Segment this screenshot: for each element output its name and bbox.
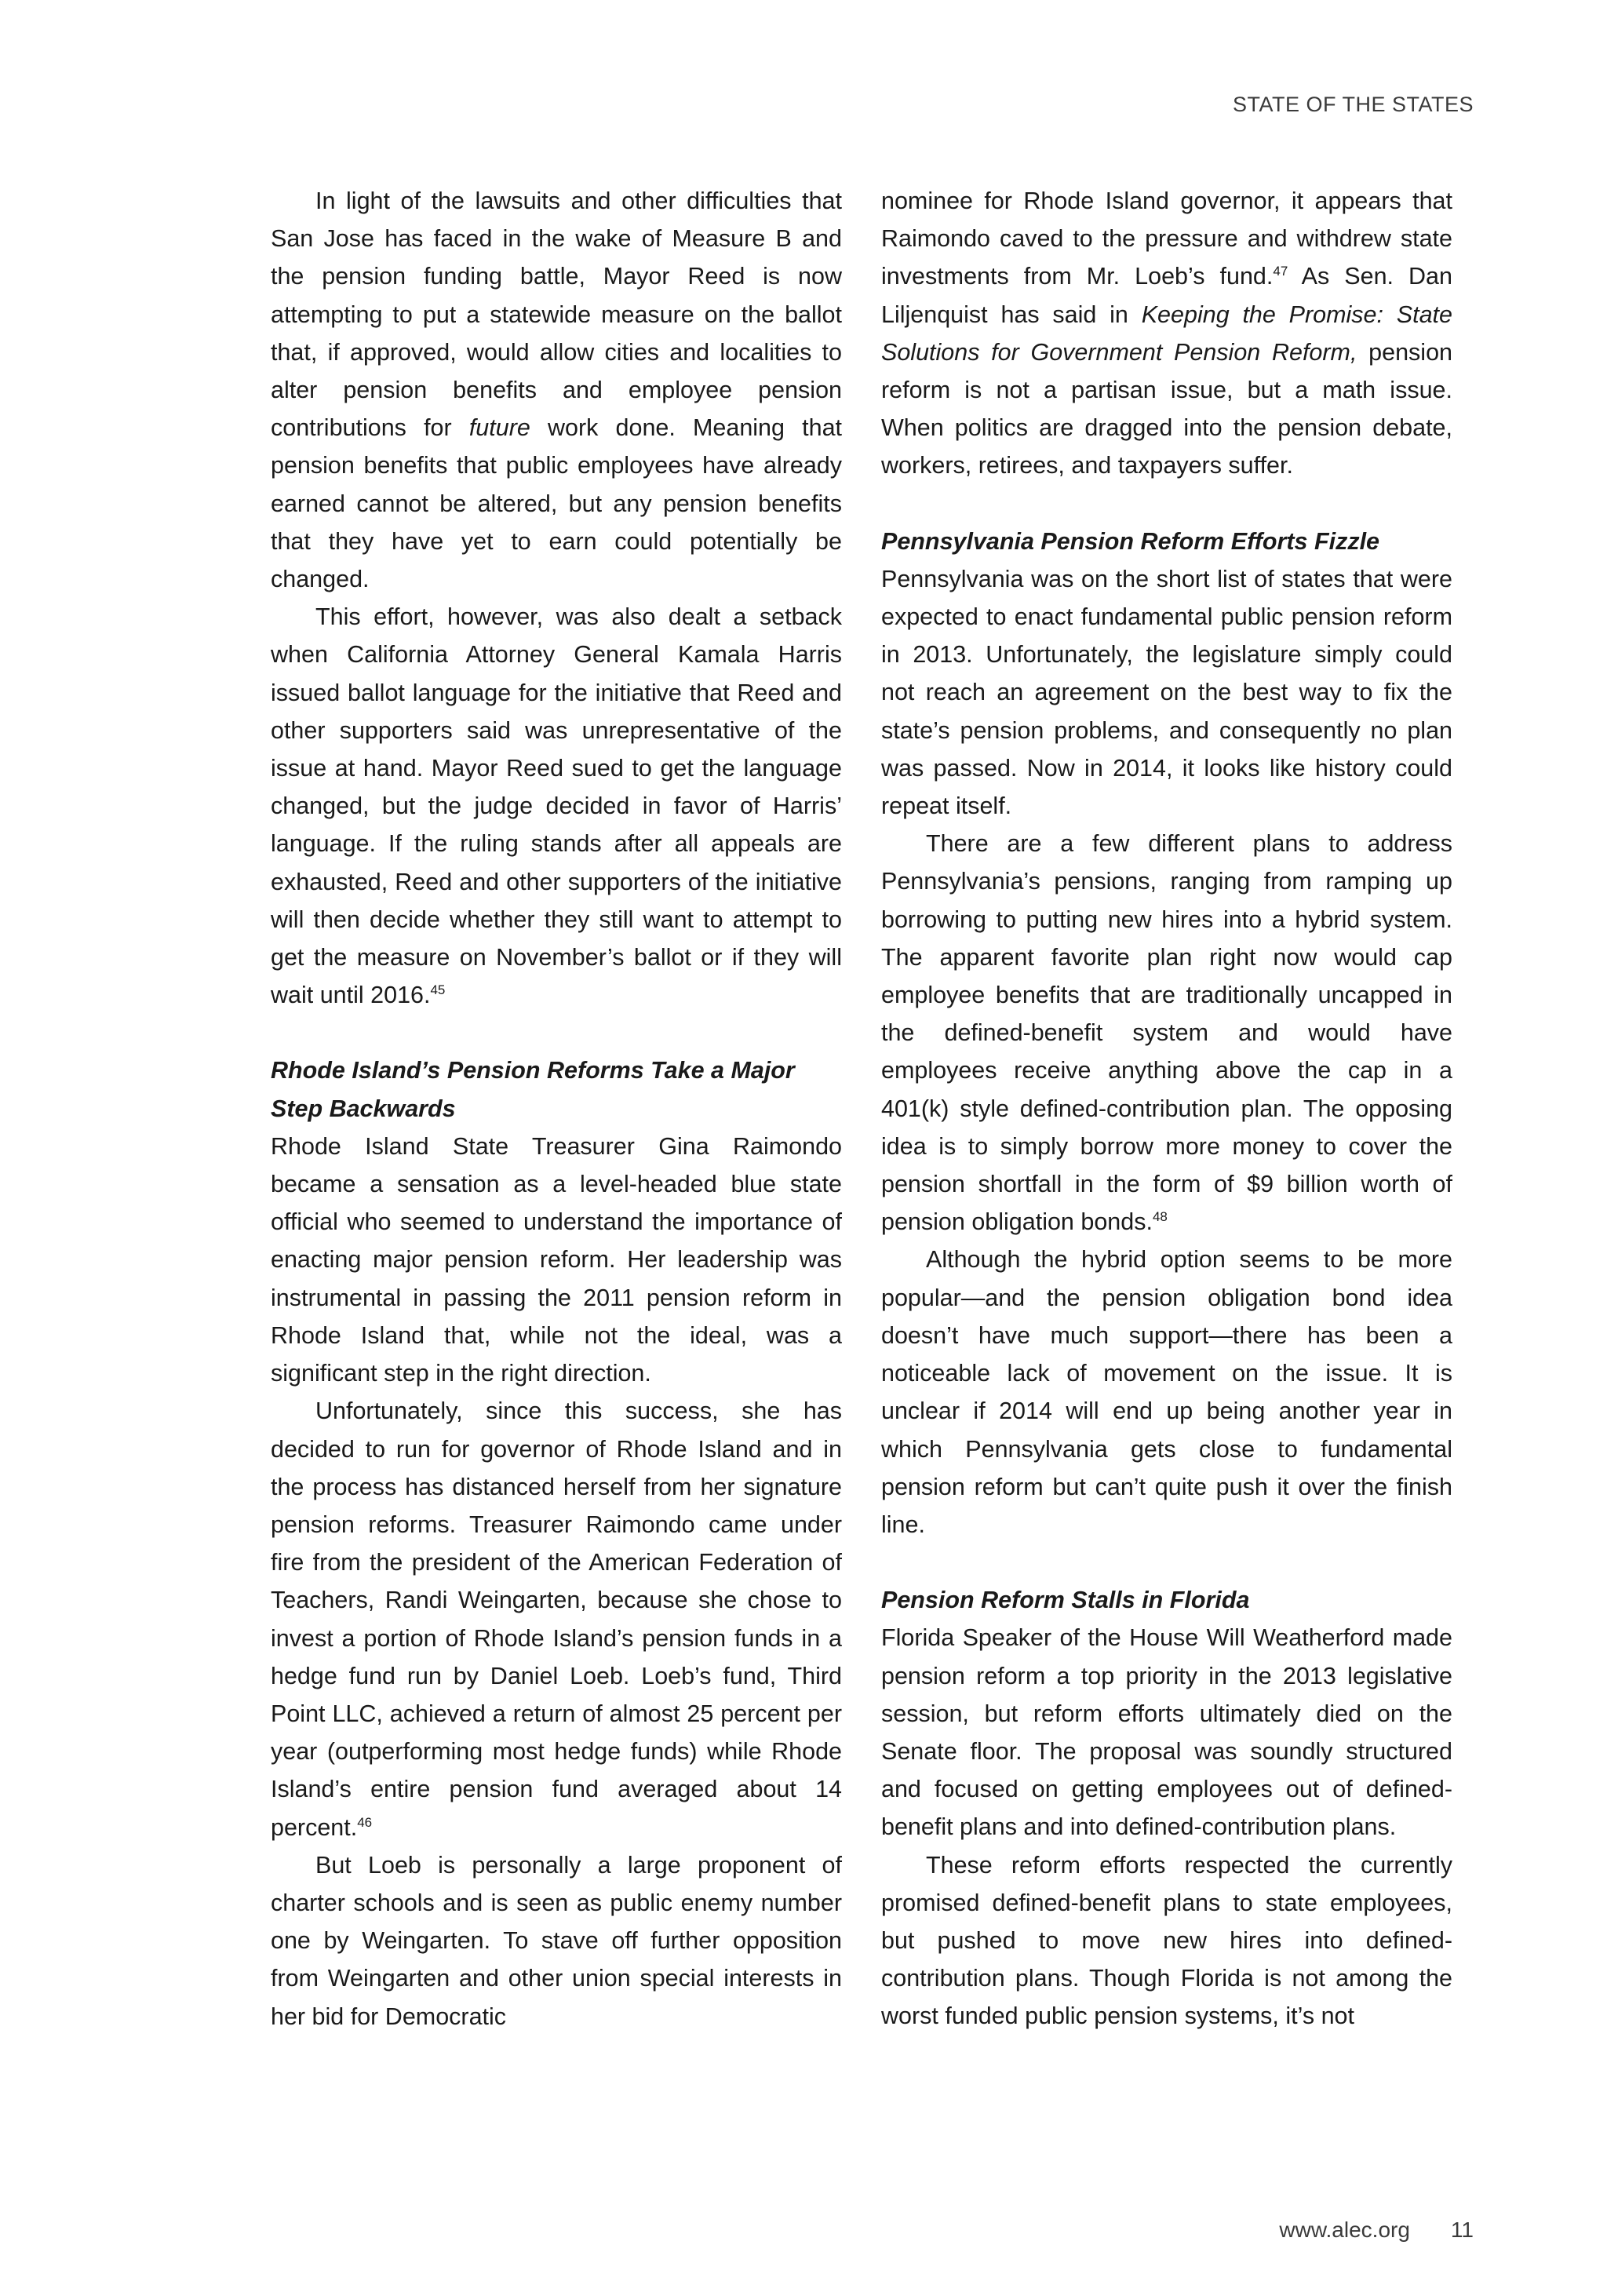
left-column [271, 182, 842, 2035]
paragraph: Unfortunately, since this success, she has decided to run for governor of Rhode Island and in the process has distanced herself from her signature pension reforms. Treasurer Raimondo came under fire from the president of the American Federation of Teachers, Randi Weingarten, because she chose to invest a portion of Rhode Island’s pension funds in a hedge fund run by Daniel Loeb. Loeb’s fund, Third Point LLC, achieved a return of almost 25 percent per year (outperforming most hedge funds) while Rhode Island’s entire pension fund averaged about 14 percent.$^{46}$ [271, 1398, 842, 1841]
paragraph: Pennsylvania was on the short list of states that were expected to enact fundamental public pension reform in 2013. Unfortunately, the legislature simply could not reach an agreement on the best way to fix the state’s pension problems, and consequently no plan was passed. Now in 2014, it looks like history could repeat itself. [881, 565, 1452, 820]
footnote-ref: 48 [1152, 1209, 1168, 1225]
running-head: STATE OF THE STATES [1232, 93, 1474, 116]
right-column [881, 182, 1452, 2035]
footnote-ref: 47 [1273, 264, 1288, 279]
paragraph: nominee for Rhode Island governor, it appears that Raimondo caved to the pressure and withdrew state investments from Mr. Loeb’s fund.$^{47}$ As Sen. Dan Liljenquist has said in Keeping the Promise: State Solutions for Government Pension Reform, pension reform is not a partisan issue, but a math issue. When politics are dragged into the pension debate, workers, retirees, and taxpayers suffer. [881, 188, 1452, 479]
paragraph: Although the hybrid option seems to be more popular—and the pension obligation bond idea doesn’t have much support—there has been a noticeable lack of movement on the issue. It is unclear if 2014 will end up being another year in which Pennsylvania gets close to fundamental pension reform but can’t quite push it over the finish line. [881, 1246, 1452, 1538]
page-footer [1279, 2218, 1474, 2243]
book-title: Keeping the Promise: State Solutions for Government Pension Reform, [881, 301, 1452, 366]
page-number: 11 [1450, 2218, 1474, 2242]
footnote-ref: 45 [430, 982, 446, 998]
section-heading-rhode-island: Rhode Island’s Pension Reforms Take a Major Step Backwards [271, 1057, 795, 1122]
footer-url: www.alec.org [1279, 2218, 1410, 2242]
section-heading-florida: Pension Reform Stalls in Florida [881, 1587, 1250, 1614]
paragraph: Rhode Island State Treasurer Gina Raimondo became a sensation as a level-headed blue state official who seemed to understand the importance of enacting major pension reform. Her leadership was instrumental in passing the 2011 pension reform in Rhode Island that, while not the ideal, was a significant step in the right direction. [271, 1132, 842, 1387]
section-heading-pennsylvania: Pennsylvania Pension Reform Efforts Fizzle [881, 527, 1380, 555]
paragraph: This effort, however, was also dealt a setback when California Attorney General Kamala Harris issued ballot language for the initiative that Reed and other supporters said was unrepresentative of the issue at hand. Mayor Reed sued to get the language changed, but the judge decided in favor of Harris’ language. If the ruling stands after all appeals are exhausted, Reed and other supporters of the initiative will then decide whether they still want to attempt to get the measure on November’s ballot or if they will wait until 2016.45 [271, 603, 842, 1009]
paragraph: Florida Speaker of the House Will Weatherford made pension reform a top priority in the 2013 legislative session, but reform efforts ultimately died on the Senate floor. The proposal was soundly structured and focused on getting employees out of defined-benefit plans and into defined-contribution plans. [881, 1624, 1452, 1841]
footnote-ref: 46 [357, 1814, 373, 1830]
paragraph: There are a few different plans to address Pennsylvania’s pensions, ranging from ramping up borrowing to putting new hires into a hybrid system. The apparent favorite plan right now would cap employee benefits that are traditionally uncapped in the defined-benefit system and would have employees receive anything above the cap in a 401(k) style defined-contribution plan. The opposing idea is to simply borrow more money to cover the pension shortfall in the form of $9 billion worth of pension obligation bonds.$^{48}$ [881, 830, 1452, 1236]
paragraph: These reform efforts respected the currently promised defined-benefit plans to state employees, but pushed to move new hires into defined-contribution plans. Though Florida is not among the worst funded public pension systems, it’s not [881, 1851, 1452, 2030]
paragraph: In light of the lawsuits and other difficulties that San Jose has faced in the wake of Measure B and the pension funding battle, Mayor Reed is now attempting to put a statewide measure on the ballot that, if approved, would allow cities and localities to alter pension benefits and employee pension contributions for future work done. Meaning that pension benefits that public employees have already earned cannot be altered, but any pension benefits that they have yet to earn could potentially be changed. [271, 188, 843, 593]
emphasis: future [468, 414, 530, 442]
paragraph: But Loeb is personally a large proponent of charter schools and is seen as public enemy number one by Weingarten. To stave off further opposition from Weingarten and other union special interests in her bid for Democratic [271, 1851, 842, 2030]
